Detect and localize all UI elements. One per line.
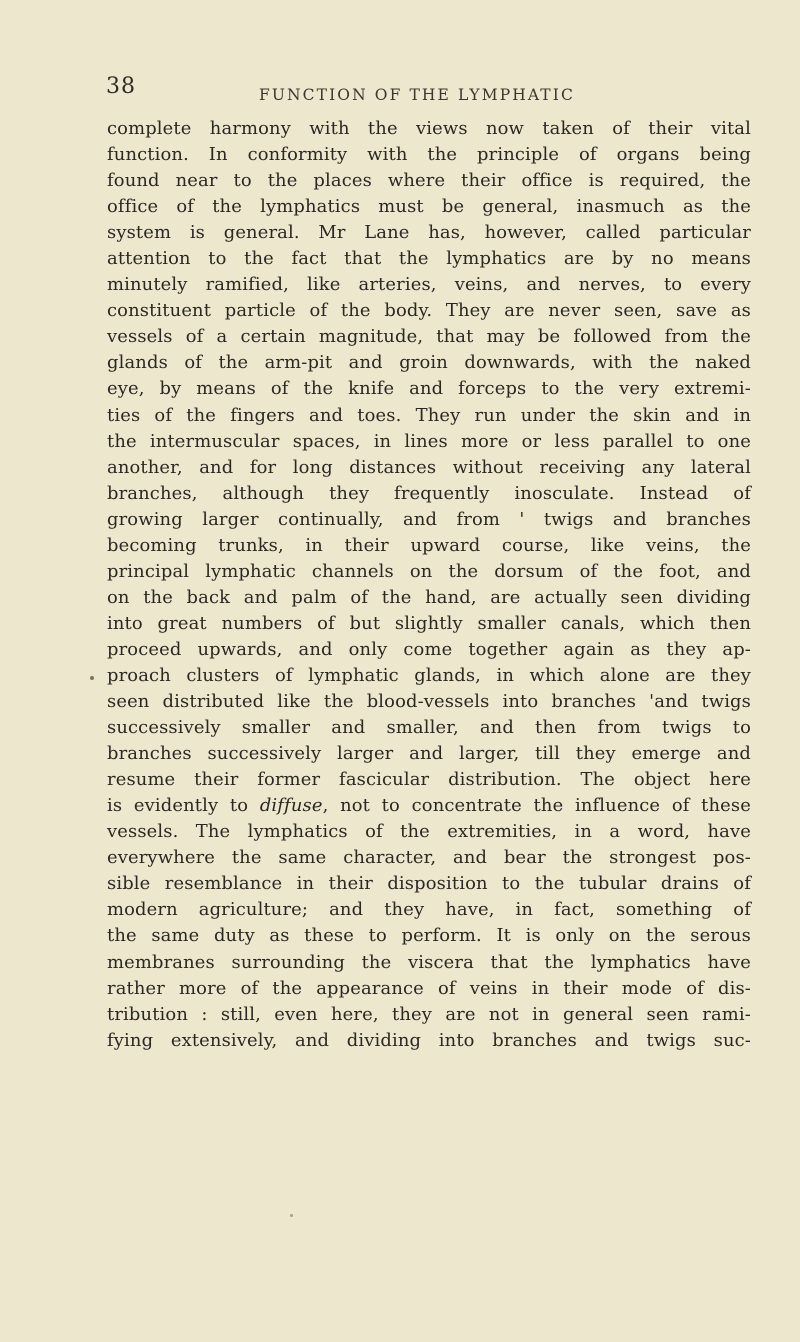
paper-speck: [290, 1214, 293, 1217]
text-line: on the back and palm of the hand, are actually seen dividing: [107, 586, 751, 608]
body-text: [107, 116, 751, 1054]
text-line: office of the lymphatics must be general, inasmuch as the: [107, 196, 751, 218]
text-line: glands of the arm-pit and groin downwards, with the naked: [107, 352, 751, 374]
page-number: 38: [106, 74, 136, 99]
text-line: modern agriculture; and they have, in fact, something of: [107, 899, 751, 921]
text-line: branches, although they frequently inosculate. Instead of: [107, 482, 751, 504]
text-line: rather more of the appearance of veins in their mode of dis-: [107, 977, 751, 999]
text-line: fying extensively, and dividing into branches and twigs suc-: [107, 1029, 751, 1051]
text-line: system is general. Mr Lane has, however, called particular: [107, 222, 751, 244]
text-line: tribution : still, even here, they are not in general seen rami-: [107, 1003, 751, 1025]
text-line: branches successively larger and larger, till they emerge and: [107, 743, 751, 765]
margin-mark: [90, 676, 94, 680]
text-line: becoming trunks, in their upward course, like veins, the: [107, 534, 751, 556]
text-line: growing larger continually, and from ' twigs and branches: [107, 508, 751, 530]
running-title: FUNCTION OF THE LYMPHATIC: [259, 86, 575, 104]
text-line: complete harmony with the views now taken of their vital: [107, 118, 751, 139]
emphasized-word: diffuse: [259, 795, 323, 817]
text-line: successively smaller and smaller, and then from twigs to: [107, 717, 751, 739]
text-line: ties of the fingers and toes. They run under the skin and in: [107, 404, 751, 426]
text-line-with-emphasis: [107, 793, 751, 819]
text-line: function. In conformity with the principle of organs being: [107, 144, 751, 166]
text-line: minutely ramified, like arteries, veins, and nerves, to every: [107, 274, 751, 296]
text-line: vessels of a certain magnitude, that may be followed from the: [107, 326, 751, 348]
text-line: principal lymphatic channels on the dorsum of the foot, and: [107, 560, 751, 582]
text-line: everywhere the same character, and bear the strongest pos-: [107, 847, 751, 869]
text-fragment: , not to concentrate the influence of these: [322, 795, 751, 817]
text-line: eye, by means of the knife and forceps to the very extremi-: [107, 378, 751, 400]
text-line: another, and for long distances without receiving any lateral: [107, 456, 751, 478]
text-line: seen distributed like the blood-vessels into branches 'and twigs: [107, 691, 751, 713]
text-line: the intermuscular spaces, in lines more or less parallel to one: [107, 430, 751, 452]
text-line: sible resemblance in their disposition to the tubular drains of: [107, 873, 751, 895]
text-fragment: is evidently to: [107, 795, 260, 817]
text-line: proceed upwards, and only come together again as they ap-: [107, 638, 751, 660]
text-line: found near to the places where their office is required, the: [107, 170, 751, 192]
text-line: proach clusters of lymphatic glands, in which alone are they: [107, 664, 751, 686]
text-line: resume their former fascicular distribution. The object here: [107, 769, 751, 791]
text-line: the same duty as these to perform. It is only on the serous: [107, 925, 751, 947]
text-line: into great numbers of but slightly smaller canals, which then: [107, 612, 751, 634]
text-line: constituent particle of the body. They are never seen, save as: [107, 300, 751, 322]
text-line: attention to the fact that the lymphatics are by no means: [107, 248, 751, 270]
text-line: vessels. The lymphatics of the extremities, in a word, have: [107, 821, 751, 843]
text-line: membranes surrounding the viscera that the lymphatics have: [107, 951, 751, 973]
